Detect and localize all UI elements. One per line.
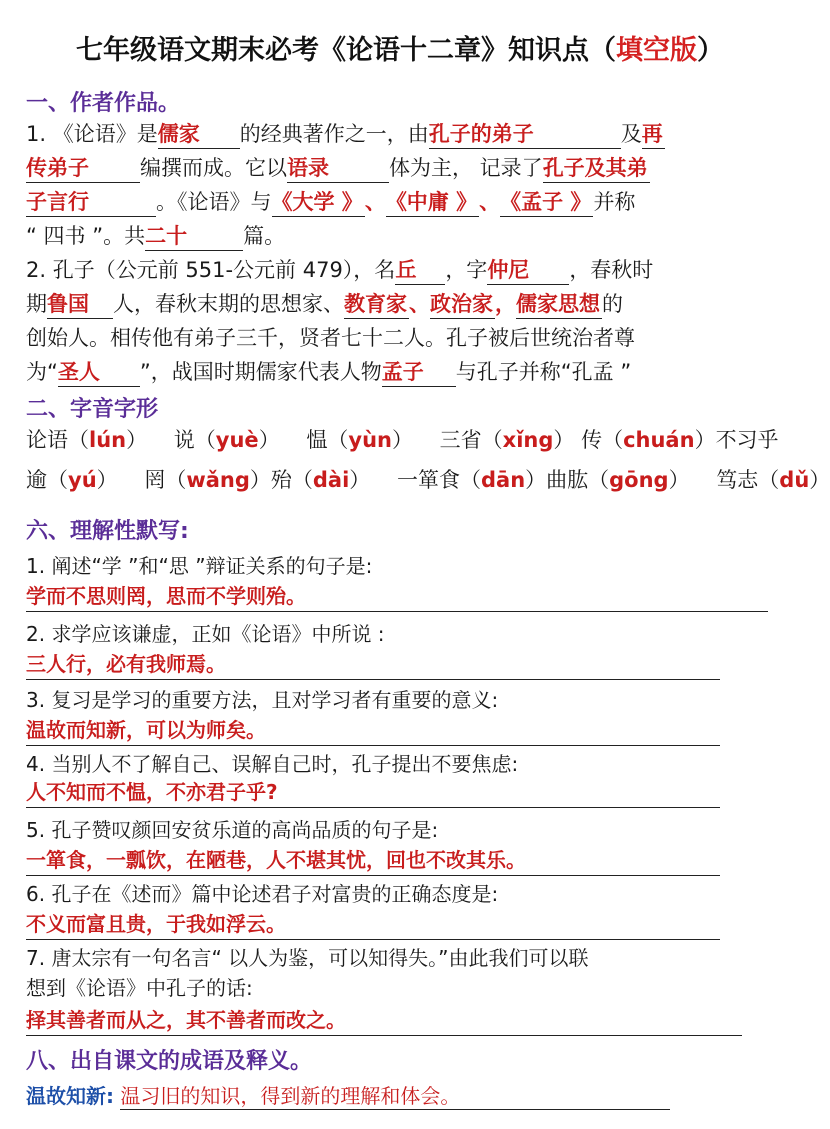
text: 、 <box>364 190 386 214</box>
word: 论语 <box>26 428 68 452</box>
blank-answer: 儒家思想 <box>516 290 602 319</box>
pinyin: yú <box>68 468 97 492</box>
answer-1: 学而不思则罔，思而不学则殆。 <box>26 580 768 612</box>
title-highlight: 填空版 <box>616 35 697 66</box>
blank-answer: 传弟子 <box>26 154 140 183</box>
text: “ 四书 ”。共 <box>26 224 146 248</box>
answer-6: 不义而富且贵，于我如浮云。 <box>26 908 720 940</box>
blank-answer: 孟子 <box>382 358 456 387</box>
blank-answer: 鲁国 <box>47 290 113 319</box>
blank-answer: 仲尼 <box>487 256 569 285</box>
section-heading-8: 八、出自课文的成语及释义。 <box>26 1049 313 1074</box>
text: 期 <box>26 292 47 316</box>
pinyin: wǎng <box>186 468 250 492</box>
blank-answer: 《中庸 》 <box>386 188 479 217</box>
blank-answer: 丘 <box>395 256 445 285</box>
text: 及 <box>620 122 642 146</box>
text: 1. 《论语》是 <box>26 122 158 146</box>
pinyin: dài <box>312 468 350 492</box>
answer-5: 一箪食，一瓢饮，在陋巷，人不堪其忧，回也不改其乐。 <box>26 844 720 876</box>
blank-answer: 儒家 <box>158 120 240 149</box>
word: 传 <box>581 428 603 452</box>
question-7-line2: 想到《论语》中孔子的话: <box>26 976 253 1000</box>
blank-answer: 《孟子 》 <box>500 188 593 217</box>
pinyin: lún <box>89 428 127 452</box>
section-heading-1: 一、作者作品。 <box>26 91 181 116</box>
blank-answer: 孔子及其弟 <box>543 154 650 183</box>
idiom-explanation: 温习旧的知识，得到新的理解和体会。 <box>120 1080 670 1110</box>
word: 一箪食 <box>396 468 460 492</box>
text: ，字 <box>445 258 488 282</box>
page-title <box>0 28 800 67</box>
answer-3: 温故而知新，可以为师矣。 <box>26 714 720 746</box>
pinyin: dān <box>480 468 526 492</box>
para2-line1 <box>26 256 653 285</box>
text: ，春秋时 <box>569 258 654 282</box>
question-4: 4. 当别人不了解自己、误解自己时，孔子提出不要焦虑: <box>26 752 519 776</box>
pinyin: dǔ <box>779 468 810 492</box>
text: 人，春秋末期的思想家、 <box>113 292 344 316</box>
word: 曲肱 <box>546 468 589 492</box>
blank-answer: 孔子的弟子 <box>429 120 621 149</box>
blank-answer: 再 <box>642 120 665 149</box>
word: 不习乎 <box>715 428 779 452</box>
para2-line3: 创始人。相传他有弟子三千，贤者七十二人。孔子被后世统治者尊 <box>26 326 635 350</box>
text: 、 <box>479 190 501 214</box>
pinyin: yuè <box>215 428 259 452</box>
para1-line4 <box>26 222 285 251</box>
text: ， <box>495 292 516 316</box>
para2-line2 <box>26 290 623 319</box>
pinyin: chuán <box>623 428 695 452</box>
text: 的 <box>602 292 623 316</box>
title-paren-close: ） <box>697 35 724 66</box>
text: 2. 孔子（公元前 551-公元前 479），名 <box>26 258 396 282</box>
question-6: 6. 孔子在《述而》篇中论述君子对富贵的正确态度是: <box>26 882 499 906</box>
blank-answer: 教育家 <box>344 290 409 319</box>
section-heading-2: 二、字音字形 <box>26 397 159 422</box>
pinyin: yùn <box>348 428 392 452</box>
question-2: 2. 求学应该谦虚，正如《论语》中所说 : <box>26 622 385 646</box>
question-1: 1. 阐述“学 ”和“思 ”辩证关系的句子是: <box>26 554 373 578</box>
text: 与孔子并称“孔孟 ” <box>455 360 632 384</box>
text: 的经典著作之一，由 <box>239 122 429 146</box>
blank-answer: 二十 <box>145 222 243 251</box>
para1-line3 <box>26 188 635 217</box>
answer-4: 人不知而不愠，不亦君子乎? <box>26 776 720 808</box>
pronunciation-row-2: 逾（yú） 罔（wǎng）殆（dài） 一箪食（dān）曲肱（gōng） 笃志（dǔ） <box>26 468 830 492</box>
pinyin: gōng <box>609 468 669 492</box>
blank-answer: 《大学 》 <box>272 188 365 217</box>
question-3: 3. 复习是学习的重要方法，且对学习者有重要的意义: <box>26 688 499 712</box>
title-paren-open: （ <box>589 35 616 66</box>
question-5: 5. 孔子赞叹颜回安贫乐道的高尚品质的句子是: <box>26 818 439 842</box>
word: 三省 <box>439 428 482 452</box>
pronunciation-row-1: 论语（lún） 说（yuè） 愠（yùn） 三省（xǐng） 传（chuán）不习乎 <box>26 428 779 452</box>
text: ”，战国时期儒家代表人物 <box>139 360 382 384</box>
blank-answer: 圣人 <box>58 358 140 387</box>
blank-answer: 语录 <box>287 154 389 183</box>
text: 篇。 <box>243 224 286 248</box>
text: 体为主， 记录了 <box>389 156 543 180</box>
title-text: 七年级语文期末必考《论语十二章》知识点 <box>76 35 589 66</box>
pinyin: xǐng <box>502 428 554 452</box>
para2-line4 <box>26 358 631 387</box>
text: 编撰而成。它以 <box>140 156 287 180</box>
para1-line1 <box>26 120 665 149</box>
para1-line2 <box>26 154 650 183</box>
word: 逾 <box>26 468 47 492</box>
question-7-line1: 7. 唐太宗有一句名言“ 以人为鉴，可以知得失。”由此我们可以联 <box>26 946 589 970</box>
text: 、 <box>409 292 430 316</box>
text: 。《论语》与 <box>156 190 272 214</box>
idiom-entry <box>26 1080 670 1110</box>
section-heading-6: 六、理解性默写: <box>26 519 189 544</box>
blank-answer: 子言行 <box>26 188 156 217</box>
word: 罔 <box>144 468 166 492</box>
word: 愠 <box>306 428 328 452</box>
word: 殆 <box>270 468 292 492</box>
word: 笃志 <box>716 468 759 492</box>
idiom-term: 温故知新: <box>26 1084 114 1108</box>
answer-7: 择其善者而从之，其不善者而改之。 <box>26 1004 742 1036</box>
word: 说 <box>173 428 195 452</box>
text: 并称 <box>593 190 636 214</box>
answer-2: 三人行，必有我师焉。 <box>26 648 720 680</box>
text: 为“ <box>26 360 58 384</box>
blank-answer: 政治家 <box>430 290 495 319</box>
